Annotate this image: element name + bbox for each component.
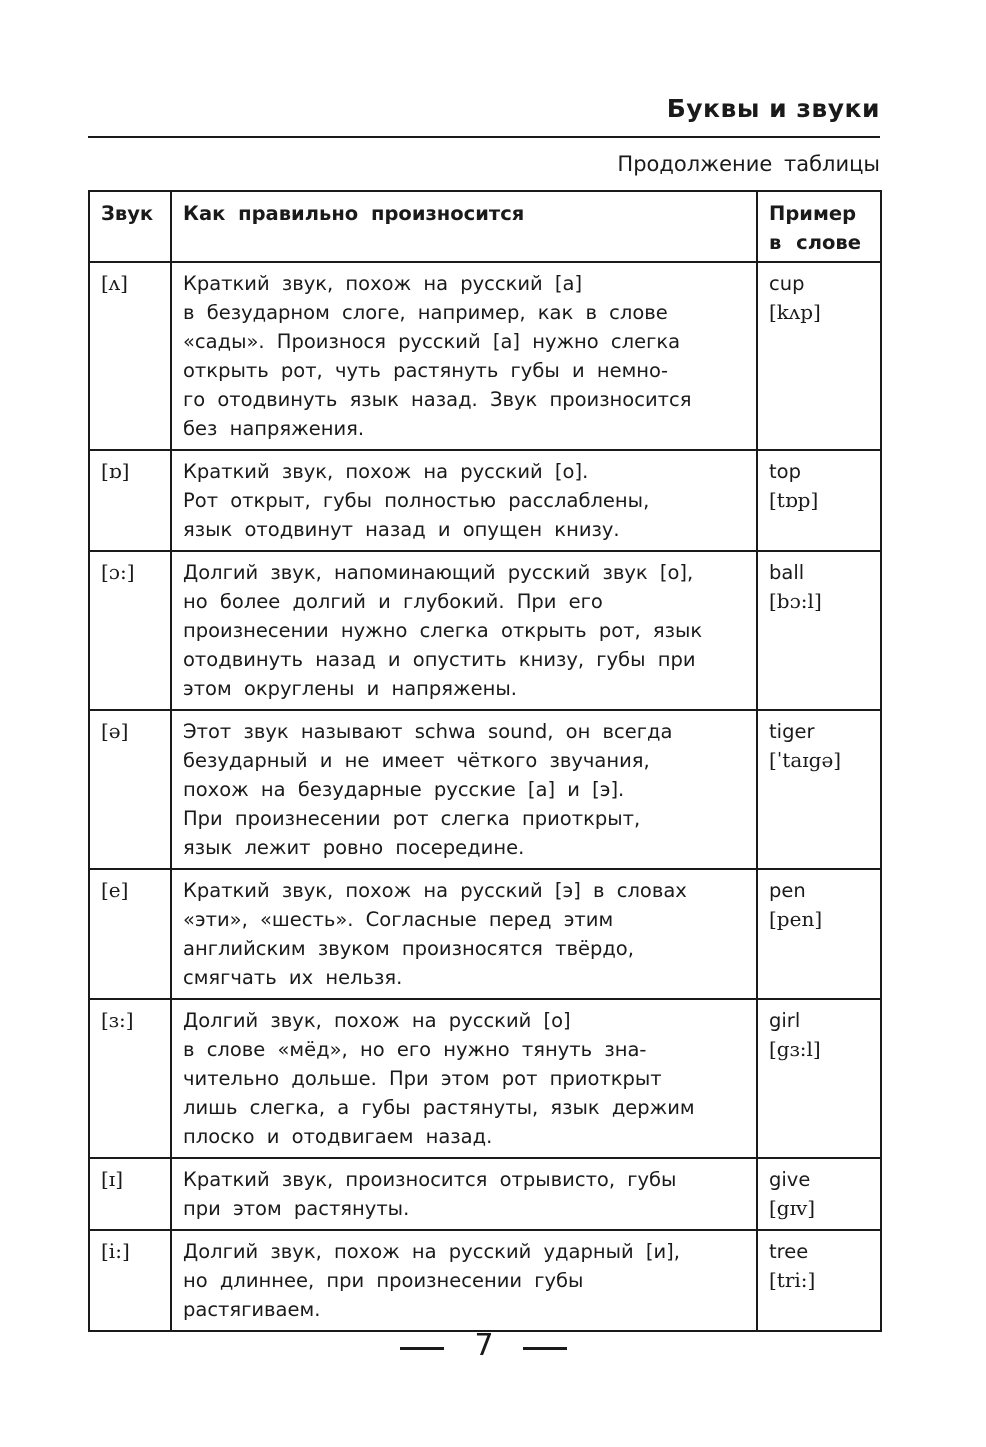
sound-symbol: [e] [101, 878, 129, 902]
example-word: pen [769, 879, 806, 902]
description-line: смягчать их нельзя. [183, 966, 403, 989]
description-line: произнесении нужно слегка открыть рот, язык [183, 619, 703, 642]
description-line: «сады». Произнося русский [а] нужно слегка [183, 330, 681, 353]
example-transcription: [tɒp] [769, 488, 819, 512]
table-header-row [89, 191, 881, 262]
example-cell [757, 1158, 881, 1230]
column-header-example-line-2: в слове [769, 231, 861, 254]
example-cell [757, 710, 881, 869]
description-cell [171, 551, 757, 710]
page-title: Буквы и звуки [666, 94, 880, 123]
example-word: top [769, 460, 801, 483]
sound-symbol: [ɒ] [101, 459, 130, 483]
description-line: при этом растянуты. [183, 1197, 410, 1220]
example-word: cup [769, 272, 805, 295]
sound-symbol: [ɪ] [101, 1167, 124, 1191]
description-line: похож на безударные русские [а] и [э]. [183, 778, 625, 801]
page-footer [0, 1328, 986, 1368]
description-line: Долгий звук, напоминающий русский звук [о], [183, 561, 694, 584]
description-line: Рот открыт, губы полностью расслаблены, [183, 489, 650, 512]
description-line: Краткий звук, похож на русский [а] [183, 272, 583, 295]
table-continuation-note: Продолжение таблицы [617, 152, 880, 176]
column-header-sound: Звук [89, 191, 171, 262]
example-transcription: [gɜ:l] [769, 1037, 821, 1061]
description-line: без напряжения. [183, 417, 365, 440]
page-number: 7 [474, 1328, 494, 1363]
description-line: язык отодвинут назад и опущен книзу. [183, 518, 620, 541]
example-transcription: [pen] [769, 907, 823, 931]
sound-cell [89, 450, 171, 551]
description-cell [171, 262, 757, 450]
description-cell [171, 869, 757, 999]
description-line: чительно дольше. При этом рот приоткрыт [183, 1067, 662, 1090]
description-line: Долгий звук, похож на русский ударный [и], [183, 1240, 680, 1263]
description-line: лишь слегка, а губы растянуты, язык держим [183, 1096, 695, 1119]
description-cell [171, 710, 757, 869]
sound-cell [89, 1158, 171, 1230]
description-line: плоско и отодвигаем назад. [183, 1125, 493, 1148]
footer-dash-left [400, 1347, 444, 1350]
sound-cell [89, 999, 171, 1158]
description-cell [171, 1158, 757, 1230]
example-transcription: [tri:] [769, 1268, 816, 1292]
sound-cell [89, 710, 171, 869]
example-transcription: [gɪv] [769, 1196, 816, 1220]
description-cell [171, 999, 757, 1158]
table-row [89, 999, 881, 1158]
page-header [88, 90, 880, 138]
column-header-example [757, 191, 881, 262]
example-transcription: [kʌp] [769, 300, 821, 324]
description-line: Этот звук называют schwa sound, он всегда [183, 720, 673, 743]
sound-cell [89, 869, 171, 999]
table-row [89, 1230, 881, 1331]
example-cell [757, 869, 881, 999]
column-header-pronunciation-label: Как правильно произносится [183, 202, 525, 225]
example-transcription: [bɔ:l] [769, 589, 822, 613]
table-row [89, 262, 881, 450]
sound-symbol: [ʌ] [101, 271, 128, 295]
example-cell [757, 999, 881, 1158]
description-line: безударный и не имеет чёткого звучания, [183, 749, 650, 772]
table-row [89, 710, 881, 869]
example-word: tree [769, 1240, 809, 1263]
description-line: Долгий звук, похож на русский [о] [183, 1009, 571, 1032]
footer-dash-right [523, 1347, 567, 1350]
sound-cell [89, 1230, 171, 1331]
description-line: При произнесении рот слегка приоткрыт, [183, 807, 641, 830]
sound-symbol: [i:] [101, 1239, 130, 1263]
description-line: Краткий звук, похож на русский [э] в словах [183, 879, 687, 902]
description-line: го отодвинуть язык назад. Звук произносится [183, 388, 692, 411]
sound-symbol: [ɜ:] [101, 1008, 134, 1032]
sounds-table [88, 190, 882, 1332]
description-line: язык лежит ровно посередине. [183, 836, 525, 859]
description-line: английским звуком произносятся твёрдо, [183, 937, 634, 960]
sound-cell [89, 551, 171, 710]
example-cell [757, 450, 881, 551]
description-line: но более долгий и глубокий. При его [183, 590, 603, 613]
description-line: в безударном слоге, например, как в слове [183, 301, 668, 324]
table-row [89, 450, 881, 551]
example-transcription: [ˈtaɪgə] [769, 748, 842, 772]
description-line: растягиваем. [183, 1298, 321, 1321]
example-word: tiger [769, 720, 815, 743]
example-cell [757, 1230, 881, 1331]
description-line: этом округлены и напряжены. [183, 677, 517, 700]
table-row [89, 551, 881, 710]
table-row [89, 1158, 881, 1230]
example-cell [757, 262, 881, 450]
sound-symbol: [ɔ:] [101, 560, 135, 584]
description-cell [171, 450, 757, 551]
description-line: Краткий звук, похож на русский [о]. [183, 460, 589, 483]
table-body [89, 262, 881, 1331]
description-line: Краткий звук, произносится отрывисто, губы [183, 1168, 677, 1191]
description-line: «эти», «шесть». Согласные перед этим [183, 908, 614, 931]
description-cell [171, 1230, 757, 1331]
description-line: в слове «мёд», но его нужно тянуть зна- [183, 1038, 647, 1061]
column-header-example-line-1: Пример [769, 202, 857, 225]
example-word: give [769, 1168, 811, 1191]
table-row [89, 869, 881, 999]
example-cell [757, 551, 881, 710]
sound-symbol: [ə] [101, 719, 129, 743]
example-word: girl [769, 1009, 801, 1032]
sound-cell [89, 262, 171, 450]
example-word: ball [769, 561, 805, 584]
description-line: но длиннее, при произнесении губы [183, 1269, 584, 1292]
description-line: открыть рот, чуть растянуть губы и немно- [183, 359, 668, 382]
description-line: отодвинуть назад и опустить книзу, губы при [183, 648, 696, 671]
column-header-pronunciation [171, 191, 757, 262]
